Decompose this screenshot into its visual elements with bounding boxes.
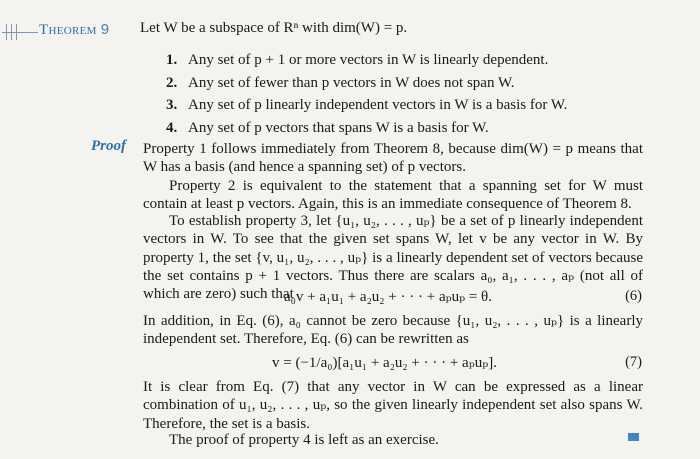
proof-paragraph-2: Property 2 is equivalent to the statement that a spanning set for W must contain at least p vectors. Again, this is an immediate consequence of Theorem 8. [143,178,643,213]
equation-6-number: (6) [625,288,642,304]
proof-paragraph-3: To establish property 3, let {u₁, u₂, . . . , uₚ} be a set of p linearly independent vectors in W. To see that the given set spans W, let v be any vector in W. By property 1, the set {v, u₁, u₂, . . . , uₚ} is a linearly dependent set of vectors because the set contains p + 1 vectors. Thus there are scalars a₀, a₁, . . . , aₚ (not all of which are zero) such that [143,213,643,303]
list-item: 1. Any set of p + 1 or more vectors in W is linearly dependent. [166,52,549,68]
proof-paragraph-5: It is clear from Eq. (7) that any vector in W can be expressed as a linear combination of u₁, u₂, . . . , uₚ, so the given linearly independent set also spans W. Therefore, the set is a basis. [143,379,643,432]
theorem-items-list [166,49,567,139]
proof-paragraph-4: In addition, in Eq. (6), a₀ cannot be zero because {u₁, u₂, . . . , uₚ} is a linearly independent set. Therefore, Eq. (6) can be rewritten as [143,313,643,348]
list-item: 3. Any set of p linearly independent vectors in W is a basis for W. [166,97,568,113]
list-item: 2. Any set of fewer than p vectors in W does not span W. [166,74,515,91]
theorem-word: Theorem [39,22,97,38]
proof-paragraph-1: Property 1 follows immediately from Theorem 8, because dim(W) = p means that W has a basis (and hence a spanning set) of p vectors. [143,141,643,176]
equation-6: a₀v + a₁u₁ + a₂u₂ + · · · + aₚuₚ = θ. [284,289,492,305]
equation-7: v = (−1/a₀)[a₁u₁ + a₂u₂ + · · · + aₚuₚ]. [272,355,497,371]
theorem-number: 9 [100,21,110,38]
proof-paragraph-6: The proof of property 4 is left as an exercise. [169,432,439,448]
list-item: 4. Any set of p vectors that spans W is a basis for W. [166,119,489,136]
theorem-statement: Let W be a subspace of Rⁿ with dim(W) = p. [140,20,408,36]
theorem-label [39,21,109,39]
end-of-proof-mark [628,433,639,441]
proof-label: Proof [91,138,126,154]
equation-7-number: (7) [625,354,642,370]
